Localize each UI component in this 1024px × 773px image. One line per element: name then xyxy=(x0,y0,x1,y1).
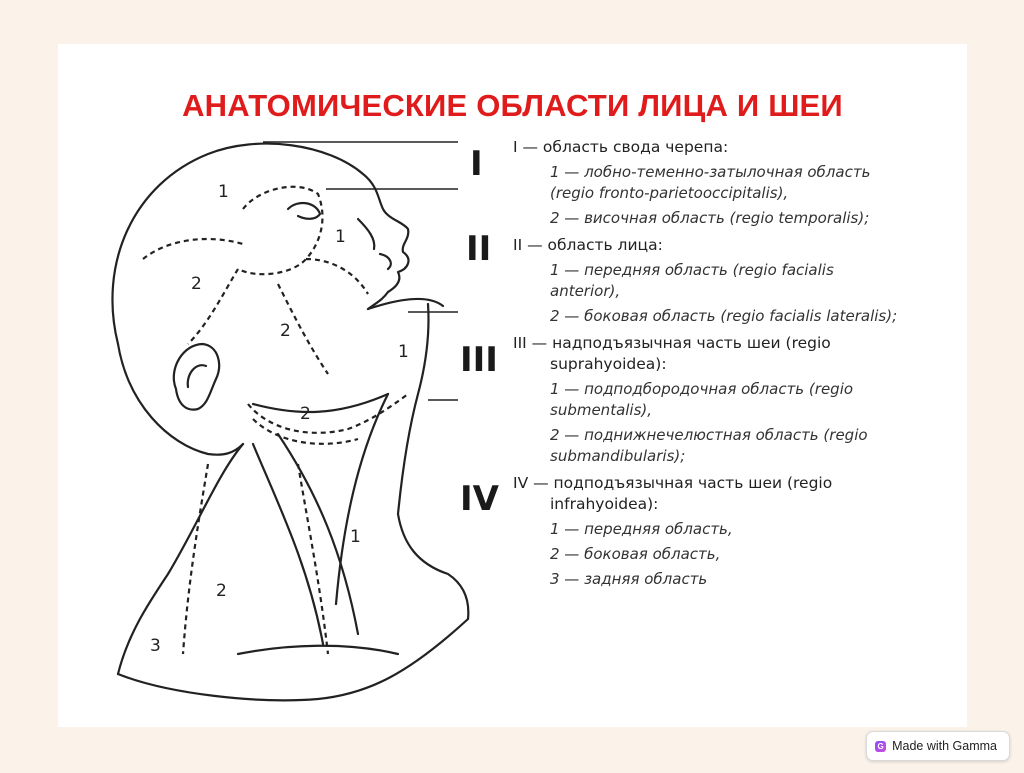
legend-item: (regio fronto-parietooccipitalis), xyxy=(550,184,789,202)
legend-item: submentalis), xyxy=(550,401,653,419)
legend-head-3: III — надподъязычная часть шеи (regio xyxy=(513,334,831,352)
legend-item: 2 — височная область (regio temporalis); xyxy=(550,209,870,227)
roman-label-iii: III xyxy=(460,340,498,380)
legend-head-4-cont: infrahyoidea): xyxy=(550,495,659,513)
legend-item: 1 — передняя область, xyxy=(550,520,733,538)
legend-item: submandibularis); xyxy=(550,447,686,465)
occiput-outline xyxy=(118,344,243,455)
label-submandibular: 2 xyxy=(300,404,311,424)
legend-item: 1 — лобно-теменно-затылочная область xyxy=(550,163,871,181)
neck-back xyxy=(118,444,243,674)
legend-head-3-cont: suprahyoidea): xyxy=(550,355,667,373)
legend-item: 1 — подподбородочная область (regio xyxy=(550,380,854,398)
slide-title: АНАТОМИЧЕСКИЕ ОБЛАСТИ ЛИЦА И ШЕИ xyxy=(182,88,843,123)
made-with-gamma-badge[interactable] xyxy=(866,731,1010,761)
legend-item: 2 — боковая область, xyxy=(550,545,721,563)
legend-head-4: IV — подподъязычная часть шеи (regio xyxy=(513,474,833,492)
skull-outline xyxy=(112,144,408,344)
legend-item: anterior), xyxy=(550,282,621,300)
roman-label-iv: IV xyxy=(460,479,499,519)
roman-label-i: I xyxy=(470,144,483,184)
legend-item: 1 — передняя область (regio facialis xyxy=(550,261,834,279)
label-submental: 1 xyxy=(398,342,409,362)
legend-item: 2 — поднижнечелюстная область (regio xyxy=(550,426,868,444)
label-neck-side: 2 xyxy=(216,581,227,601)
legend xyxy=(513,137,963,590)
label-head-top: 1 xyxy=(218,182,229,202)
badge-label: Made with Gamma xyxy=(892,739,997,753)
legend-head-2: II — область лица: xyxy=(513,236,663,254)
slide xyxy=(58,44,967,727)
legend-item: 3 — задняя область xyxy=(550,570,708,588)
roman-label-ii: II xyxy=(466,229,492,269)
label-temporal: 2 xyxy=(191,274,202,294)
gamma-logo-icon: G xyxy=(875,741,886,752)
label-neck-back: 3 xyxy=(150,636,161,656)
legend-item: 2 — боковая область (regio facialis lateralis); xyxy=(550,307,898,325)
ear-outline xyxy=(174,344,219,410)
label-neck-front: 1 xyxy=(350,527,361,547)
label-face-front: 1 xyxy=(335,227,346,247)
label-face-side: 2 xyxy=(280,321,291,341)
legend-head-1: I — область свода черепа: xyxy=(513,138,729,156)
